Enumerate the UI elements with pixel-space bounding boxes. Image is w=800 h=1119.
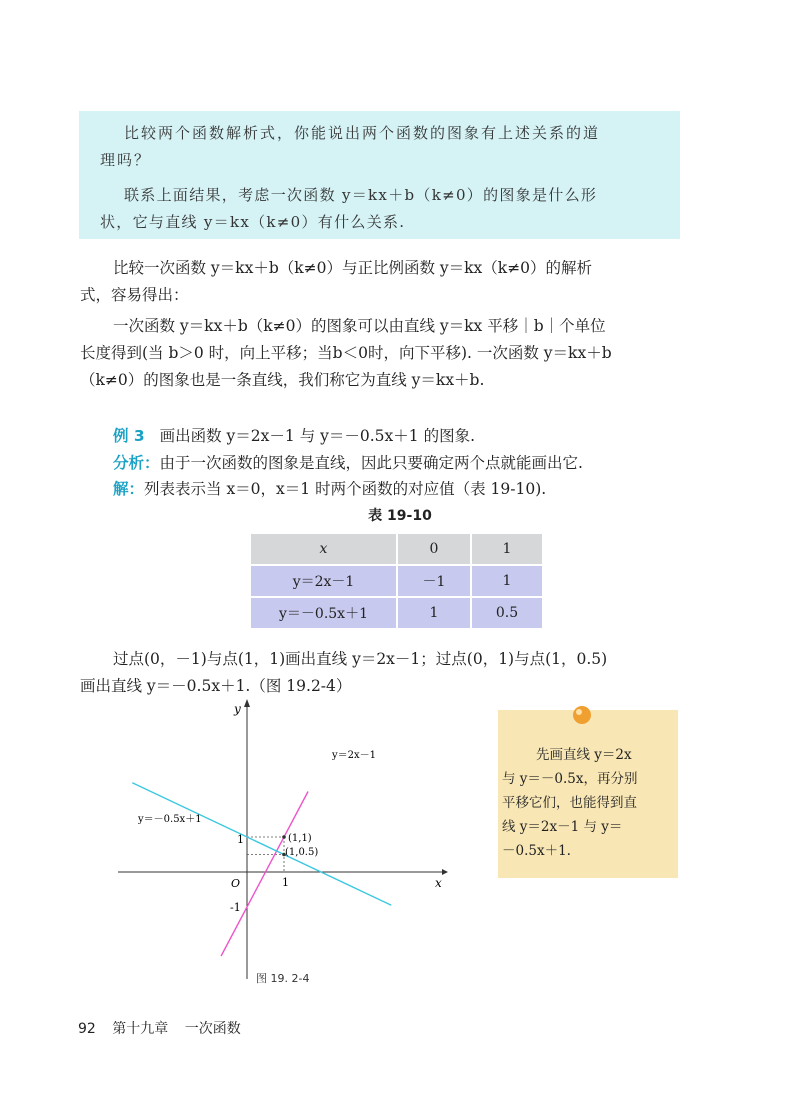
function-graph (110, 695, 450, 985)
think-box (79, 111, 680, 239)
example-line (113, 424, 475, 446)
point-1 (282, 835, 286, 839)
analysis-text: 由于一次函数的图象是直线，因此只要确定两个点就能画出它. (159, 454, 583, 472)
think-line-2: 理吗？ (100, 151, 152, 169)
body-p2-line2: 长度得到(当 b＞0 时，向上平移；当b＜0时，向下平移). 一次函数 y＝kx＋b (80, 344, 612, 362)
table-row (250, 597, 543, 629)
figure-caption: 图 19. 2-4 (256, 972, 310, 985)
y-axis-arrow-icon (244, 699, 250, 707)
analysis-label: 分析： (113, 454, 160, 472)
body-p2-line1: 一次函数 y＝kx＋b（k≠0）的图象可以由直线 y＝kx 平移｜b｜个单位 (113, 317, 606, 335)
example-label: 例 3 (113, 427, 145, 445)
body-p1-line1: 比较一次函数 y＝kx＋b（k≠0）与正比例函数 y＝kx（k≠0）的解析 (113, 259, 593, 277)
side-note (498, 710, 678, 878)
table-header-cell: x (250, 533, 397, 565)
point-b-label: (1,0.5) (285, 847, 319, 858)
guide-lines (247, 837, 284, 872)
series-lines (132, 783, 391, 956)
table-header-row (250, 533, 543, 565)
table-cell: －1 (397, 565, 471, 597)
note-line-4: 线 y＝2x－1 与 y＝ (502, 819, 623, 835)
table-header-cell: 1 (471, 533, 543, 565)
table-header-cell: 0 (397, 533, 471, 565)
table-cell: y＝－0.5x＋1 (250, 597, 397, 629)
table-cell: 1 (471, 565, 543, 597)
solution-text: 列表表示当 x＝0，x＝1 时两个函数的对应值（表 19-10). (144, 480, 547, 498)
tick-x-label: 1 (282, 876, 289, 889)
table-row (250, 565, 543, 597)
example-text: 画出函数 y＝2x－1 与 y＝－0.5x＋1 的图象. (159, 427, 475, 445)
line1-label: y＝2x－1 (332, 750, 377, 761)
note-line-5: －0.5x＋1. (502, 843, 571, 859)
think-line-3: 联系上面结果，考虑一次函数 y＝kx＋b（k≠0）的图象是什么形 (124, 186, 598, 204)
after-line-2: 画出直线 y＝－0.5x＋1.（图 19.2-4） (80, 677, 352, 695)
note-line-3: 平移它们，也能得到直 (502, 795, 637, 811)
think-line-4: 状，它与直线 y＝kx（k≠0）有什么关系. (100, 213, 406, 231)
series-line-2 (132, 783, 391, 906)
page-footer (78, 1018, 253, 1038)
analysis-line (113, 451, 583, 473)
note-line-2: 与 y＝－0.5x，再分别 (502, 771, 638, 787)
value-table (249, 532, 544, 630)
table-cell: 1 (397, 597, 471, 629)
table-cell: y＝2x－1 (250, 565, 397, 597)
tick-y-pos-label: 1 (237, 833, 244, 846)
body-p2-line3: （k≠0）的图象也是一条直线，我们称它为直线 y＝kx＋b. (80, 371, 485, 389)
note-line-1: 先画直线 y＝2x (536, 747, 632, 763)
think-line-1: 比较两个函数解析式，你能说出两个函数的图象有上述关系的道 (124, 124, 601, 142)
pin-icon (567, 700, 597, 730)
series-line-1 (221, 792, 308, 957)
chapter-label: 第十九章 (112, 1021, 169, 1037)
chapter-title: 一次函数 (184, 1021, 241, 1037)
x-axis-label: x (435, 876, 442, 890)
origin-label: O (231, 877, 241, 890)
after-line-1: 过点(0，－1)与点(1，1)画出直线 y＝2x－1；过点(0，1)与点(1，0.5) (113, 650, 608, 668)
point-a-label: (1,1) (288, 833, 312, 844)
body-p1-line2: 式，容易得出： (80, 286, 189, 304)
tick-y-neg-label: -1 (230, 901, 241, 914)
solution-line (113, 477, 546, 499)
page-number: 92 (78, 1021, 96, 1037)
table-title: 表 19-10 (368, 508, 432, 524)
y-axis-label: y (234, 702, 241, 716)
line2-label: y＝－0.5x＋1 (138, 814, 202, 825)
x-axis-arrow-icon (442, 869, 448, 875)
solution-label: 解： (113, 480, 145, 498)
table-cell: 0.5 (471, 597, 543, 629)
